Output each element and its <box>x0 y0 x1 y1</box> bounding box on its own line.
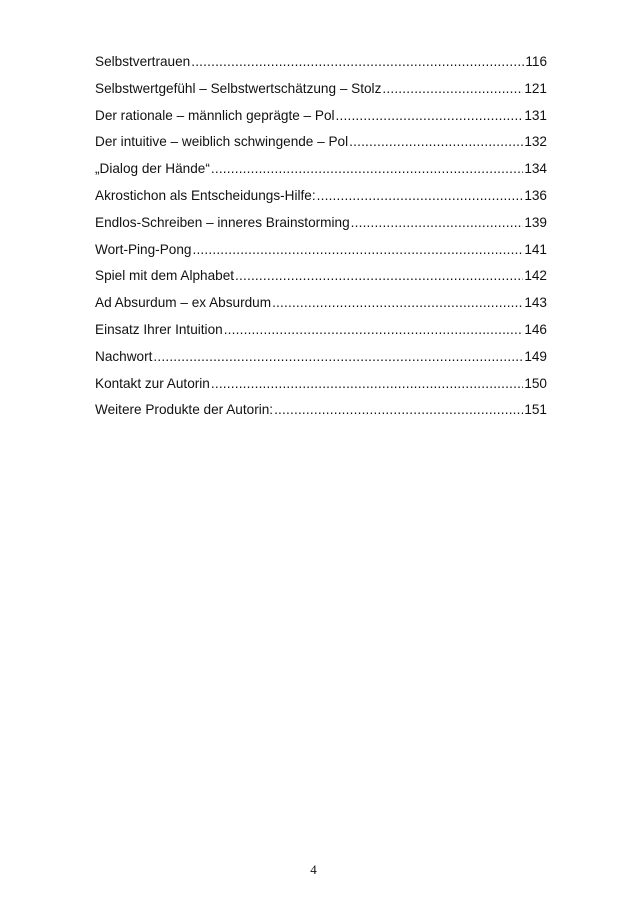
toc-entry-title: Der rationale – männlich geprägte – Pol <box>95 107 335 123</box>
toc-entry-page: 121 <box>524 80 547 96</box>
toc-entry-page: 149 <box>524 348 547 364</box>
toc-entry-page: 131 <box>524 107 547 123</box>
toc-entry-page: 143 <box>524 295 547 311</box>
toc-entry <box>95 49 547 76</box>
toc-entry-title: Wort-Ping-Pong <box>95 241 192 257</box>
toc-entry <box>95 290 547 317</box>
toc-entry-title: Akrostichon als Entscheidungs-Hilfe: <box>95 187 316 203</box>
page-number: 4 <box>310 862 317 877</box>
toc-entry-page: 139 <box>524 214 547 230</box>
toc-entry <box>95 317 547 344</box>
toc-entry-page: 141 <box>524 241 547 257</box>
toc-entry-title: Ad Absurdum – ex Absurdum <box>95 295 272 311</box>
toc-entry-page: 116 <box>525 54 547 69</box>
toc-dot-leader <box>224 317 524 344</box>
toc-entry <box>95 103 547 130</box>
toc-entry <box>95 76 547 103</box>
toc-dot-leader <box>336 103 524 130</box>
toc-entry <box>95 344 547 371</box>
toc-dot-leader <box>382 76 523 103</box>
toc-entry <box>95 210 547 237</box>
toc-entry-page: 134 <box>524 161 547 177</box>
toc-entry-page: 136 <box>524 187 547 203</box>
toc-entry-title: Selbstvertrauen <box>95 54 191 69</box>
toc-entry <box>95 156 547 183</box>
toc-entry <box>95 183 547 210</box>
toc-dot-leader <box>191 49 524 76</box>
toc-entry-title: Nachwort <box>95 348 153 364</box>
toc-dot-leader <box>211 371 523 398</box>
toc-entry-title: Weitere Produkte der Autorin: <box>95 402 274 418</box>
toc-entry-title: Einsatz Ihrer Intuition <box>95 321 223 337</box>
toc-entry <box>95 129 547 156</box>
toc-dot-leader <box>235 263 523 290</box>
toc-entry-title: „Dialog der Hände“ <box>95 161 210 177</box>
toc-entry <box>95 263 547 290</box>
toc-dot-leader <box>211 156 523 183</box>
toc-entry-page: 132 <box>524 134 547 150</box>
toc-entry-page: 146 <box>524 321 547 337</box>
table-of-contents <box>95 49 547 424</box>
toc-dot-leader <box>349 129 523 156</box>
toc-entry-title: Spiel mit dem Alphabet <box>95 268 235 284</box>
toc-entry <box>95 371 547 398</box>
toc-entry-title: Selbstwertgefühl – Selbstwertschätzung – Stolz <box>95 80 382 96</box>
toc-entry <box>95 397 547 424</box>
toc-entry-page: 151 <box>524 402 547 418</box>
toc-entry-title: Kontakt zur Autorin <box>95 375 210 391</box>
toc-dot-leader <box>274 397 523 424</box>
toc-entry-title: Der intuitive – weiblich schwingende – Pol <box>95 134 349 150</box>
toc-dot-leader <box>351 210 524 237</box>
toc-dot-leader <box>192 237 523 264</box>
toc-dot-leader <box>153 344 523 371</box>
toc-entry-page: 142 <box>524 268 547 284</box>
toc-entry-page: 150 <box>524 375 547 391</box>
toc-dot-leader <box>272 290 523 317</box>
toc-entry-title: Endlos-Schreiben – inneres Brainstorming <box>95 214 350 230</box>
toc-entry <box>95 237 547 264</box>
toc-dot-leader <box>317 183 524 210</box>
